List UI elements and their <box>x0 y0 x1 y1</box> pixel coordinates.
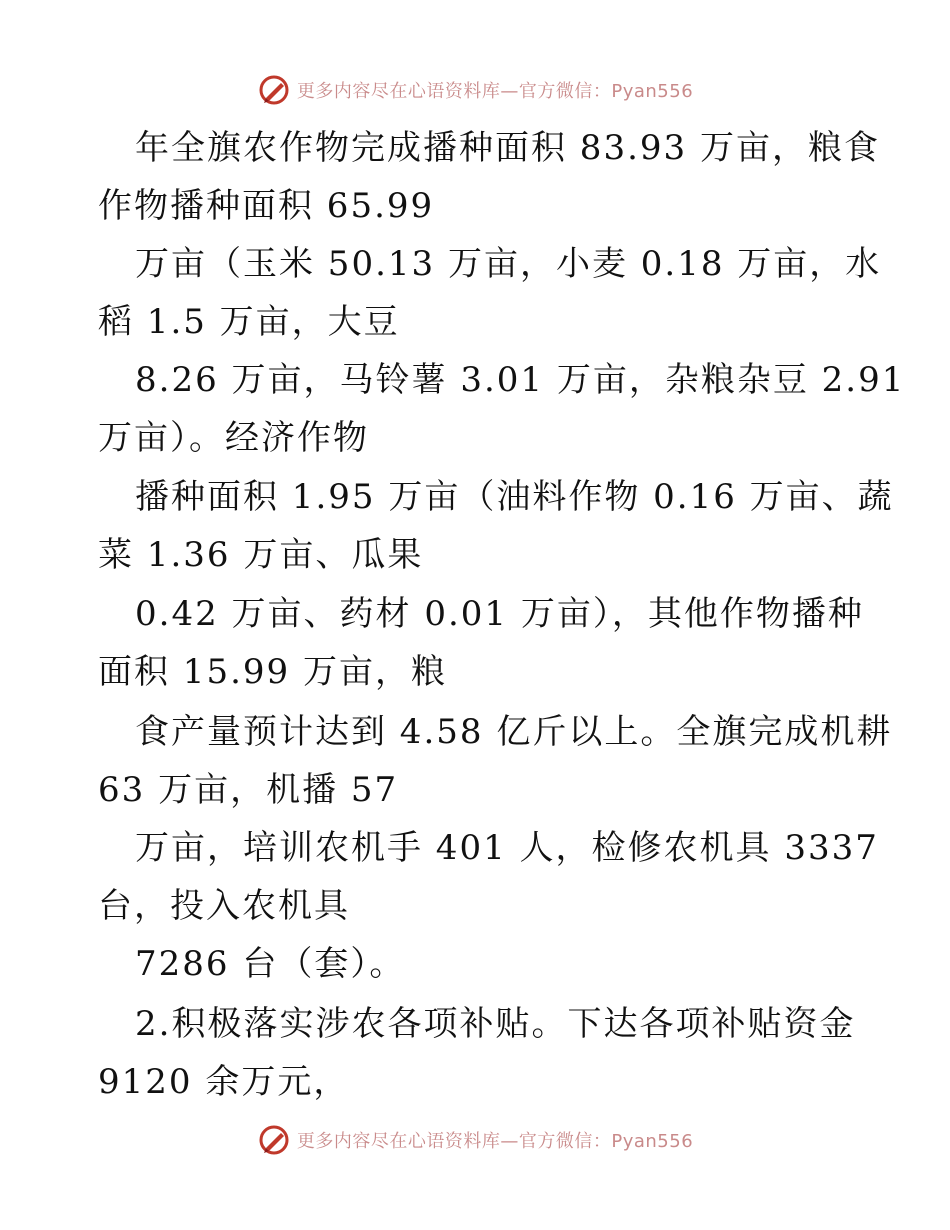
text-line: 播种面积 1.95 万亩（油料作物 0.16 万亩、蔬 <box>135 477 894 517</box>
pen-circle-logo-icon <box>257 73 291 107</box>
text-line: 2.积极落实涉农各项补贴。下达各项补贴资金 <box>135 1004 856 1044</box>
text-line: 万亩）。经济作物 <box>98 418 369 458</box>
header-watermark <box>0 70 950 110</box>
text-line: 8.26 万亩，马铃薯 3.01 万亩，杂粮杂豆 2.91 <box>135 360 906 400</box>
footer-watermark <box>0 1120 950 1160</box>
text-line: 面积 15.99 万亩，粮 <box>98 652 447 692</box>
text-line: 9120 余万元， <box>98 1062 350 1102</box>
watermark-text: 更多内容尽在心语资料库—官方微信：Pyan556 <box>296 81 694 102</box>
text-line: 63 万亩，机播 57 <box>98 770 399 810</box>
text-line: 万亩，培训农机手 401 人，检修农机具 3337 <box>135 828 879 868</box>
watermark-text: 更多内容尽在心语资料库—官方微信：Pyan556 <box>296 1131 694 1152</box>
text-line: 台，投入农机具 <box>98 886 350 926</box>
text-line: 0.42 万亩、药材 0.01 万亩），其他作物播种 <box>135 594 864 634</box>
text-line: 万亩（玉米 50.13 万亩，小麦 0.18 万亩，水 <box>135 244 882 284</box>
text-line: 食产量预计达到 4.58 亿斤以上。全旗完成机耕 <box>135 712 893 752</box>
text-line: 稻 1.5 万亩，大豆 <box>98 302 400 342</box>
pen-circle-logo-icon <box>257 1123 291 1157</box>
text-line: 菜 1.36 万亩、瓜果 <box>98 535 424 575</box>
text-line: 作物播种面积 65.99 <box>98 186 435 226</box>
text-line: 年全旗农作物完成播种面积 83.93 万亩，粮食 <box>135 128 880 168</box>
text-line: 7286 台（套）。 <box>135 944 406 984</box>
